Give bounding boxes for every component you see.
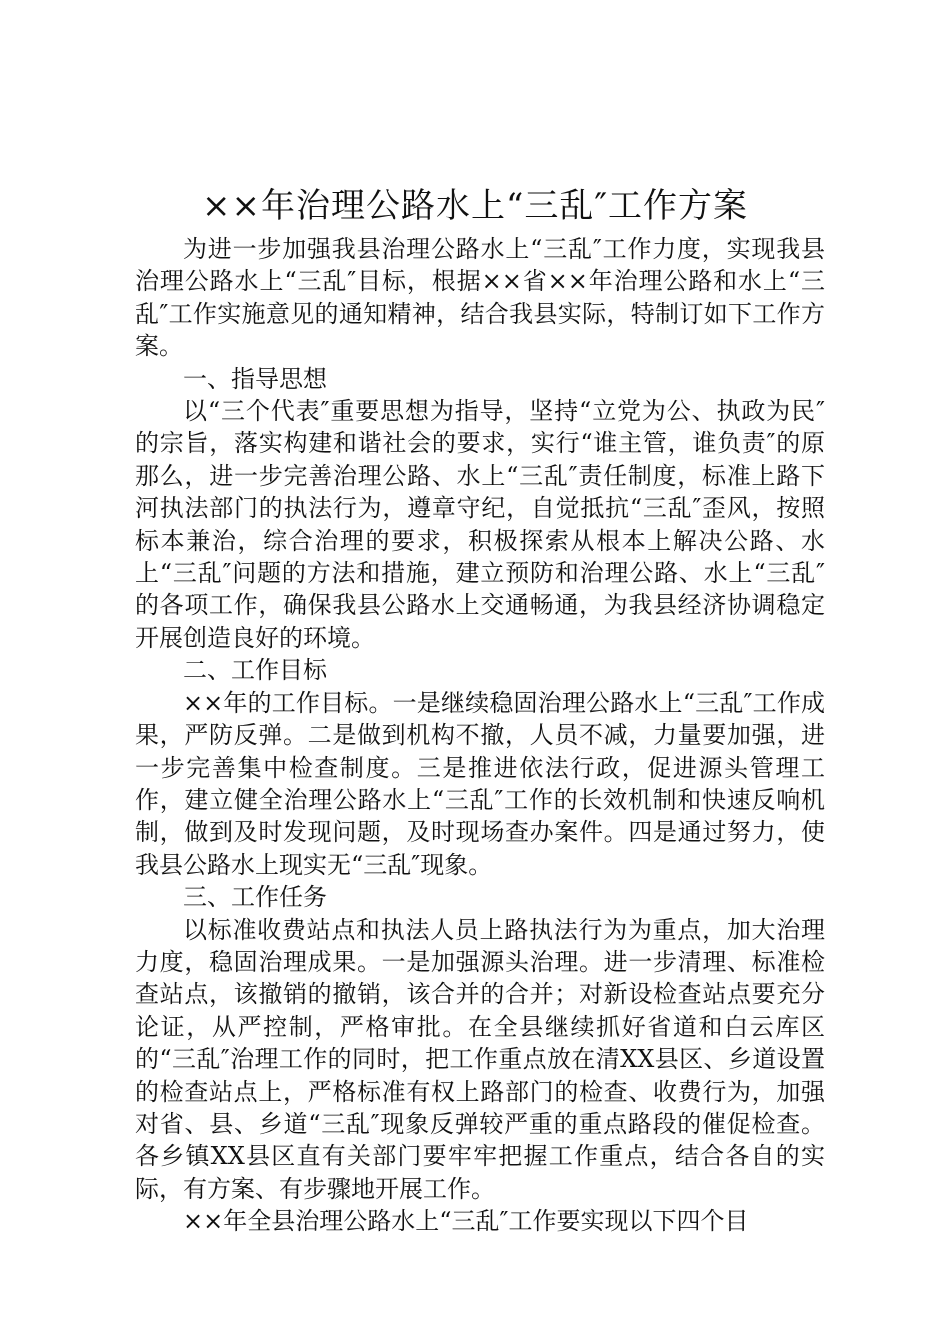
document-body: [135, 233, 825, 1238]
paragraph-intro: 为进一步加强我县治理公路水上“三乱″工作力度，实现我县治理公路水上“三乱″目标，根据××省××年治理公路和水上“三乱″工作实施意见的通知精神，结合我县实际，特制订如下工作方案。: [135, 235, 825, 361]
section-heading-work-goals: 二、工作目标: [183, 656, 327, 685]
section-heading-guiding-thought: 一、指导思想: [183, 364, 327, 393]
section-heading-work-tasks: 三、工作任务: [183, 883, 327, 912]
document-title: ××年治理公路水上“三乱″工作方案: [201, 186, 749, 226]
paragraph-work-goals: ××年的工作目标。一是继续稳固治理公路水上“三乱″工作成果，严防反弹。二是做到机构不撤，人员不减，力量要加强，进一步完善集中检查制度。三是推进依法行政，促进源头管理工作，建立健全治理公路水上“三乱″工作的长效机制和快速反响机制，做到及时发现问题，及时现场查办案件。四是通过努力，使我县公路水上现实无“三乱″现象。: [135, 688, 825, 879]
paragraph-guiding-thought: 以“三个代表″重要思想为指导，坚持“立党为公、执政为民″的宗旨，落实构建和谐社会的要求，实行“谁主管，谁负责″的原那么，进一步完善治理公路、水上“三乱″责任制度，标准上路下河执法部门的执法行为，遵章守纪，自觉抵抗“三乱″歪风，按照标本兼治，综合治理的要求，积极探索从根本上解决公路、水上“三乱″问题的方法和措施，建立预防和治理公路、水上“三乱″的各项工作，确保我县公路水上交通畅通，为我县经济协调稳定开展创造良好的环境。: [135, 397, 825, 652]
paragraph-four-goals: ××年全县治理公路水上“三乱″工作要实现以下四个目: [183, 1207, 749, 1236]
paragraph-work-tasks: 以标准收费站点和执法人员上路执法行为为重点，加大治理力度，稳固治理成果。一是加强源头治理。进一步清理、标准检查站点，该撤销的撤销，该合并的合并；对新设检查站点要充分论证，从严控制，严格审批。在全县继续抓好省道和白云库区的“三乱″治理工作的同时，把工作重点放在清XX县区、乡道设置的检查站点上，严格标准有权上路部门的检查、收费行为，加强对省、县、乡道“三乱″现象反弹较严重的重点路段的催促检查。各乡镇XX县区直有关部门要牢牢把握工作重点，结合各自的实际，有方案、有步骤地开展工作。: [135, 915, 825, 1203]
